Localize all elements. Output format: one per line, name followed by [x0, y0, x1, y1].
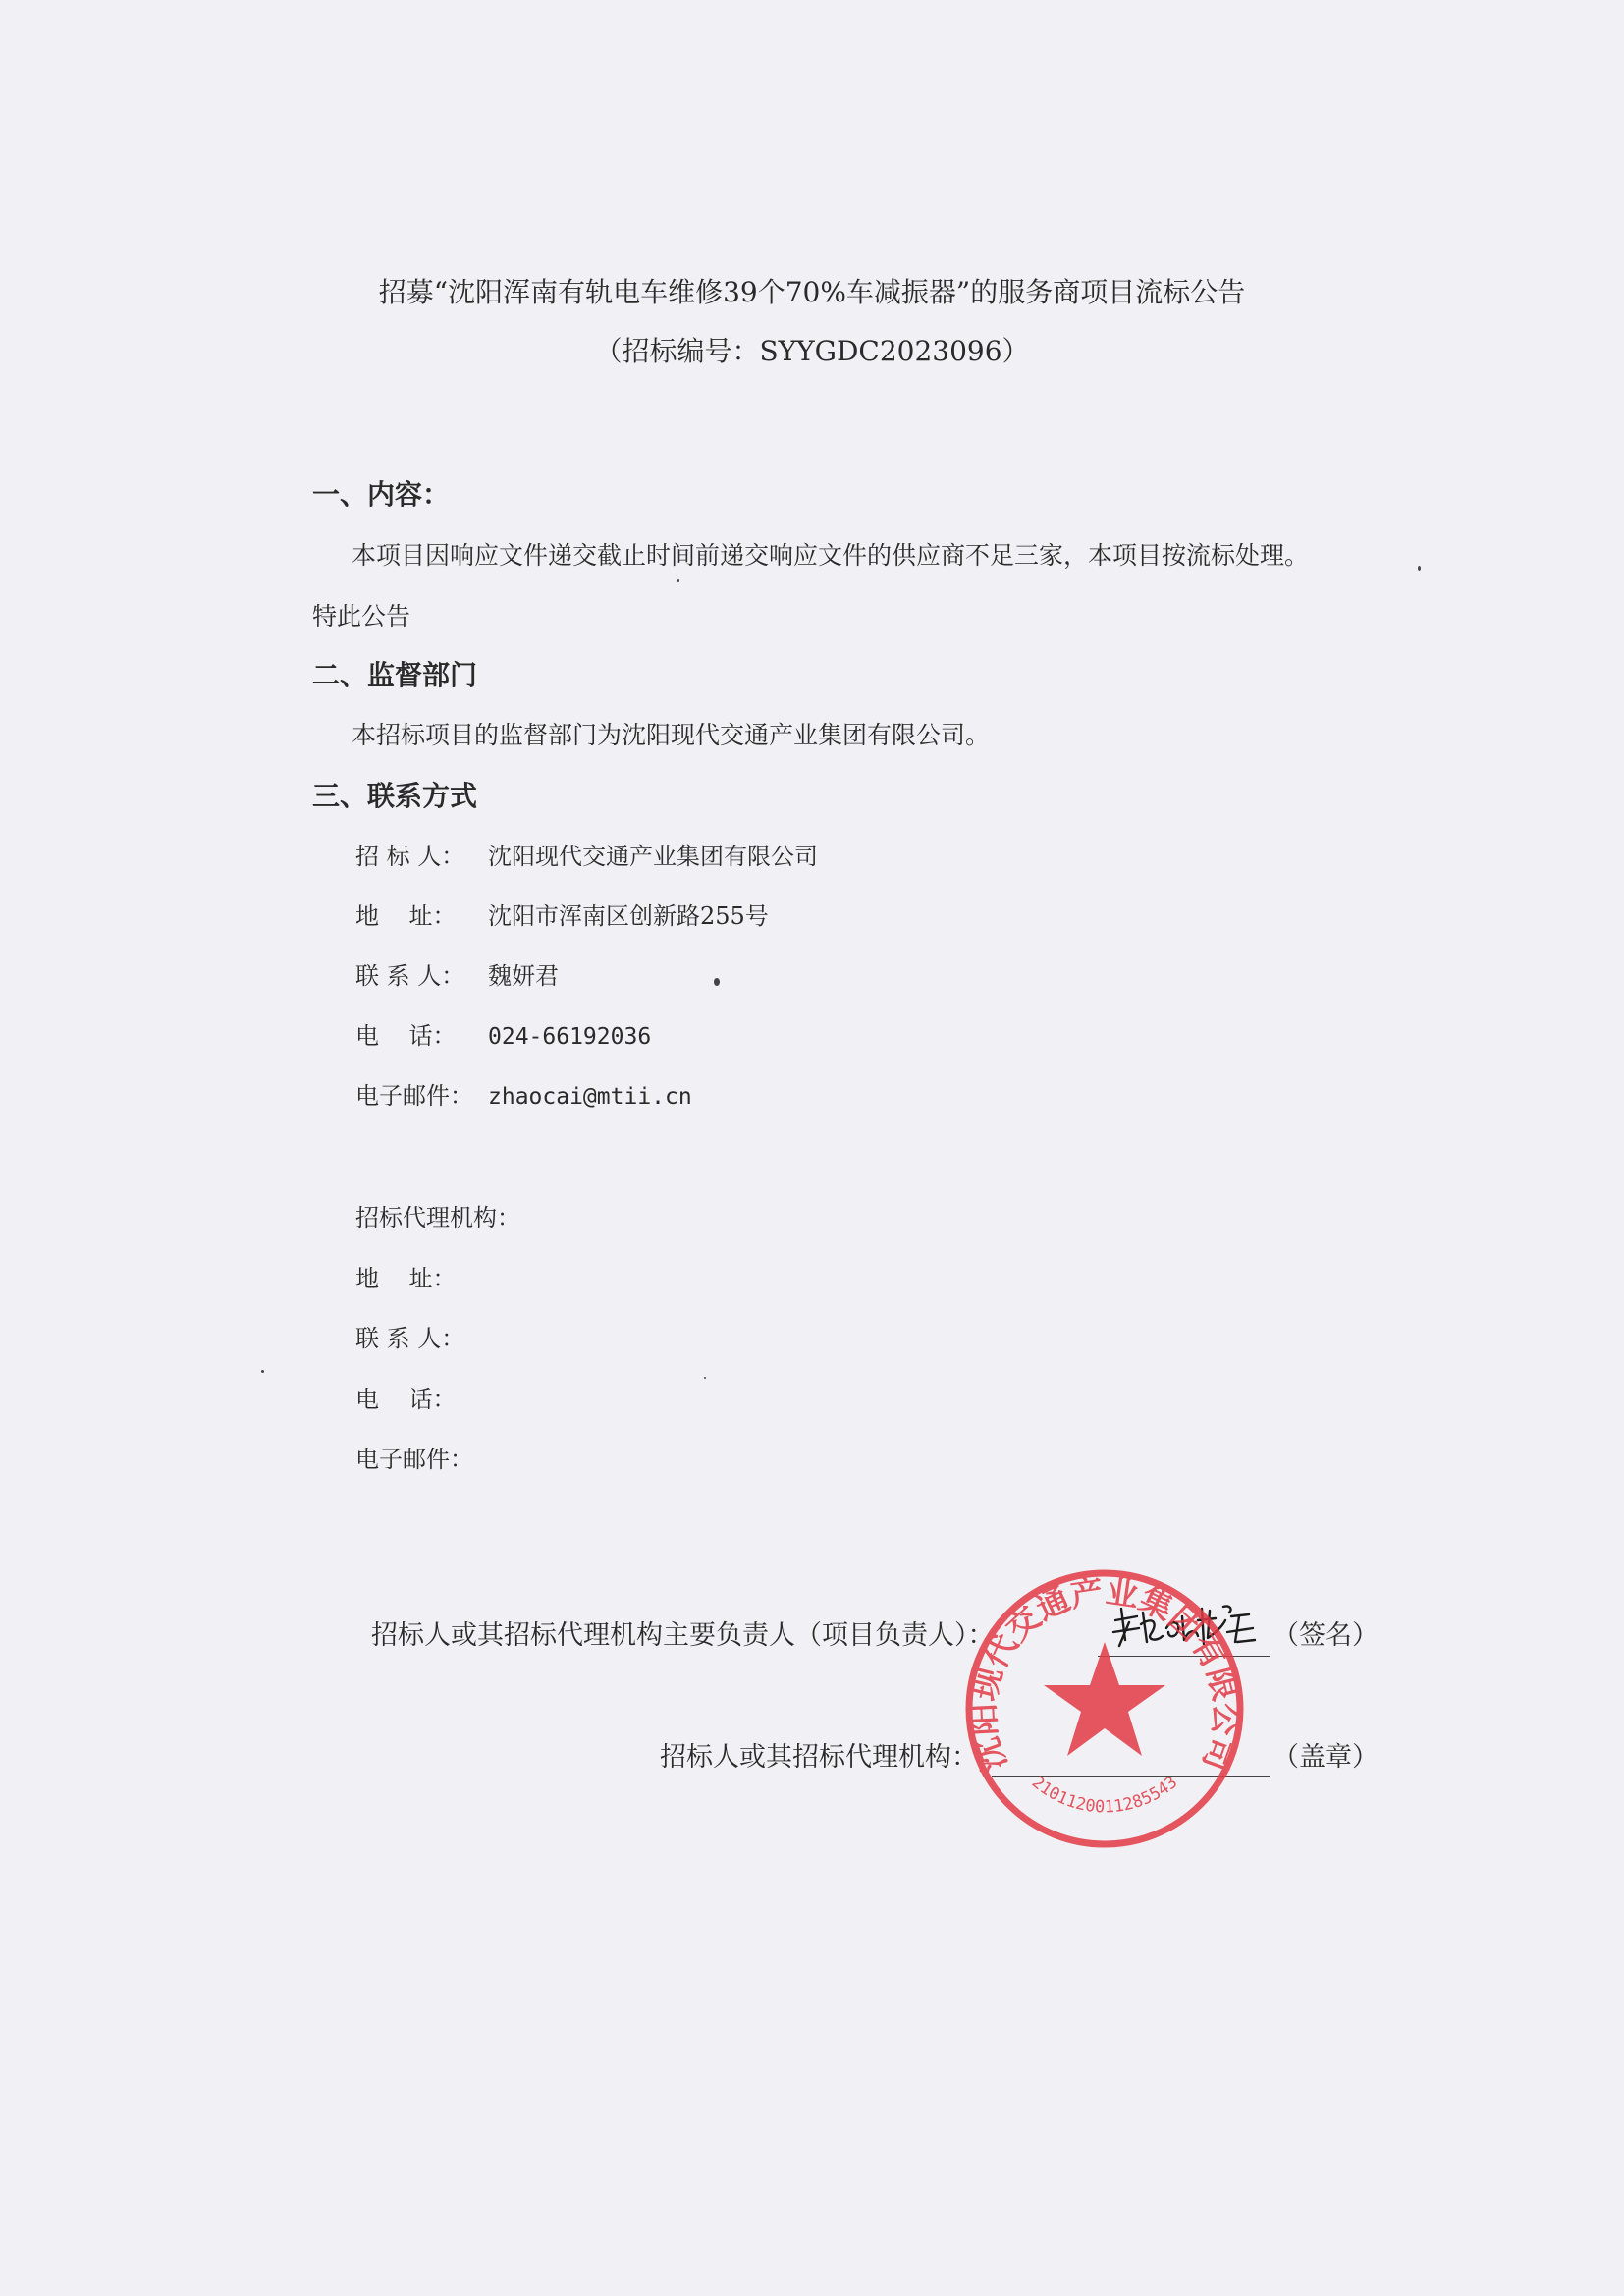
section1-body: 本项目因响应文件递交截止时间前递交响应文件的供应商不足三家，本项目按流标处理。	[352, 541, 1310, 570]
agency-row-name	[355, 1206, 520, 1230]
contact-value: 魏妍君	[488, 962, 559, 990]
contact-row-email	[355, 1084, 692, 1109]
contact-label: 地 址：	[355, 902, 457, 930]
section2-heading: 二、监督部门	[312, 659, 478, 691]
section3-heading: 三、联系方式	[312, 780, 478, 812]
org-suffix: （盖章）	[1272, 1742, 1379, 1773]
scan-speck	[704, 1377, 706, 1379]
seal-text: 沈阳现代交通产业集团有限公司	[963, 1571, 1246, 1777]
agency-row-person	[355, 1327, 488, 1350]
agency-label: 联 系 人：	[355, 1325, 465, 1352]
contact-label: 电子邮件：	[355, 1082, 473, 1110]
official-seal	[957, 1561, 1252, 1856]
agency-row-phone	[355, 1388, 488, 1411]
contact-value: zhaocai@mtii.cn	[488, 1084, 692, 1110]
notice-title: 招募“沈阳浑南有轨电车维修39个70%车减振器”的服务商项目流标公告	[378, 276, 1246, 308]
contact-row-tenderer	[355, 845, 818, 868]
contact-label: 电 话：	[355, 1022, 457, 1050]
agency-label: 电子邮件：	[355, 1446, 473, 1473]
scan-speck	[714, 978, 720, 986]
org-label: 招标人或其招标代理机构：	[660, 1742, 978, 1773]
contact-value: 沈阳市浑南区创新路255号	[488, 902, 769, 930]
principal-suffix: （签名）	[1272, 1620, 1379, 1651]
contact-row-person	[355, 964, 559, 988]
agency-label: 地 址：	[355, 1265, 457, 1292]
section1-closing: 特此公告	[312, 602, 411, 630]
scan-speck	[677, 579, 679, 582]
contact-row-phone	[355, 1024, 651, 1049]
seal-number: 2101120011285543	[1027, 1773, 1182, 1818]
agency-row-email	[355, 1448, 488, 1471]
seal-star	[1044, 1642, 1165, 1756]
contact-label: 联 系 人：	[355, 962, 465, 990]
tender-number: （招标编号：SYYGDC2023096）	[594, 335, 1030, 367]
contact-value: 沈阳现代交通产业集团有限公司	[488, 843, 818, 870]
agency-row-address	[355, 1267, 488, 1290]
principal-label: 招标人或其招标代理机构主要负责人（项目负责人）：	[371, 1620, 995, 1651]
section1-heading: 一、内容：	[312, 478, 451, 511]
contact-row-address	[355, 904, 769, 928]
section2-body: 本招标项目的监督部门为沈阳现代交通产业集团有限公司。	[352, 721, 991, 749]
scan-speck	[261, 1370, 264, 1373]
contact-value: 024-66192036	[488, 1024, 652, 1050]
scan-speck	[1418, 566, 1421, 571]
agency-label: 招标代理机构：	[355, 1204, 520, 1231]
contact-label: 招 标 人：	[355, 843, 465, 870]
agency-label: 电 话：	[355, 1386, 457, 1413]
